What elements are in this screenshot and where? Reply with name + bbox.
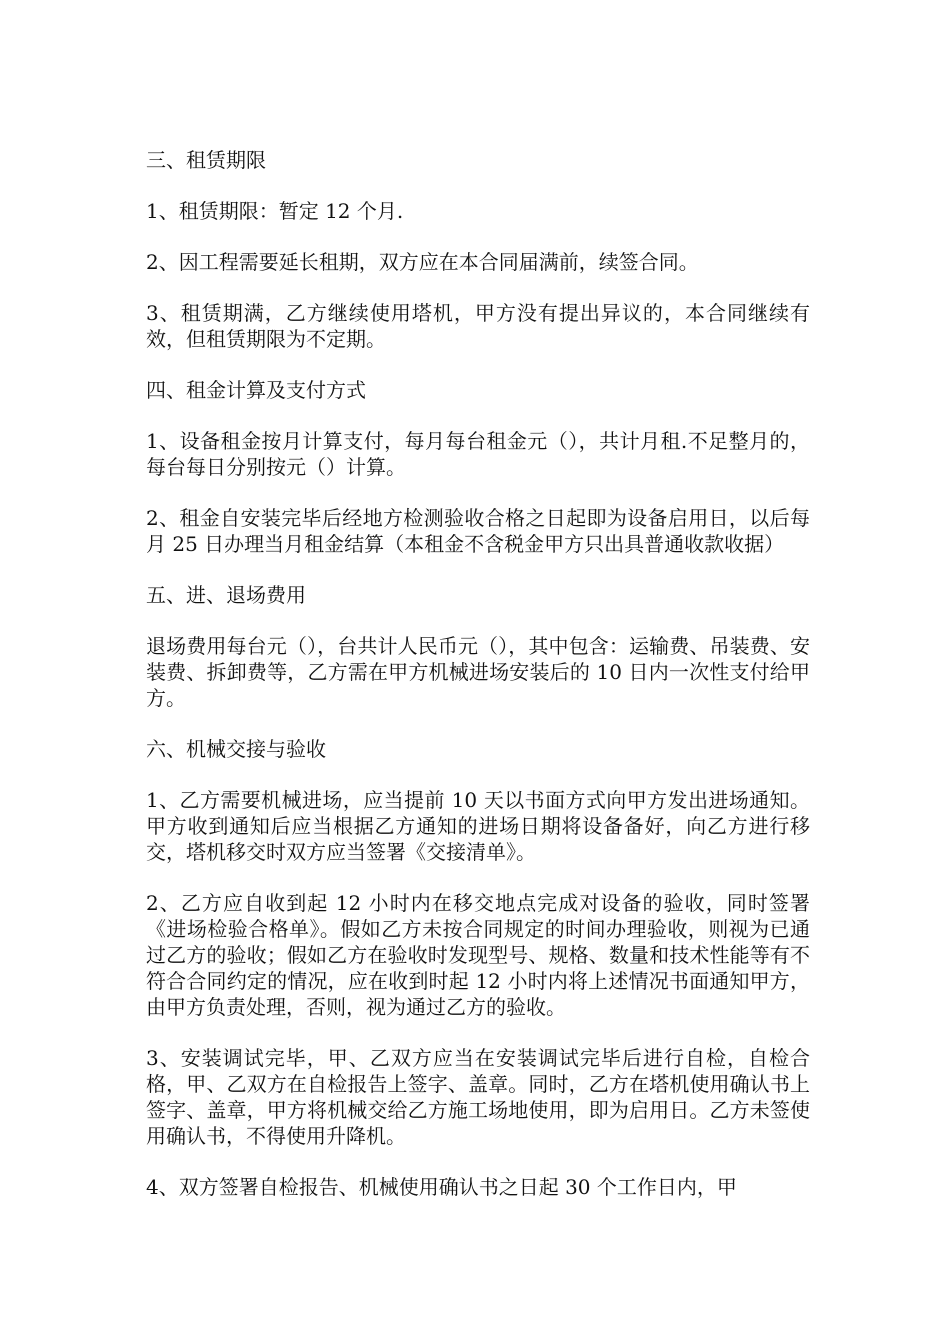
paragraph-rent-payment-2: 2、租金自安装完毕后经地方检测验收合格之日起即为设备启用日，以后每月 25 日办理当月租金结算（本租金不含税金甲方只出具普通收款收据） — [146, 506, 810, 556]
paragraph-entry-exit-fees: 退场费用每台元（），台共计人民币元（），其中包含：运输费、吊装费、安装费、拆卸费等，乙方需在甲方机械进场安装后的 10 日内一次性支付给甲方。 — [146, 634, 810, 710]
paragraph-lease-term-3: 3、租赁期满，乙方继续使用塔机，甲方没有提出异议的，本合同继续有效，但租赁期限为不定期。 — [146, 301, 810, 351]
paragraph-lease-term-1: 1、租赁期限：暂定 12 个月. — [146, 199, 404, 223]
paragraph-rent-payment-1: 1、设备租金按月计算支付，每月每台租金元（），共计月租.不足整月的，每台每日分别按元（）计算。 — [146, 429, 810, 479]
paragraph-handover-1: 1、乙方需要机械进场，应当提前 10 天以书面方式向甲方发出进场通知。甲方收到通知后应当根据乙方通知的进场日期将设备备好，向乙方进行移交，塔机移交时双方应当签署《交接清单》。 — [146, 788, 810, 864]
section-heading-handover-acceptance: 六、机械交接与验收 — [146, 737, 326, 761]
paragraph-lease-term-2: 2、因工程需要延长租期，双方应在本合同届满前，续签合同。 — [146, 250, 699, 274]
paragraph-handover-2: 2、乙方应自收到起 12 小时内在移交地点完成对设备的验收，同时签署《进场检验合格单》。假如乙方未按合同规定的时间办理验收，则视为已通过乙方的验收；假如乙方在验收时发现型号、规格、数量和技术性能等有不符合合同约定的情况，应在收到时起 12 小时内将上述情况书面通知甲方，由甲方负责处理，否则，视为通过乙方的验收。 — [146, 891, 810, 1019]
paragraph-handover-4: 4、双方签署自检报告、机械使用确认书之日起 30 个工作日内，甲 — [146, 1175, 737, 1199]
section-heading-lease-term: 三、租赁期限 — [146, 148, 266, 172]
section-heading-rent-payment: 四、租金计算及支付方式 — [146, 378, 366, 402]
paragraph-handover-3: 3、安装调试完毕，甲、乙双方应当在安装调试完毕后进行自检，自检合格，甲、乙双方在自检报告上签字、盖章。同时，乙方在塔机使用确认书上签字、盖章，甲方将机械交给乙方施工场地使用，即为启用日。乙方未签使用确认书，不得使用升降机。 — [146, 1046, 810, 1148]
document-body — [146, 147, 810, 1225]
section-heading-entry-exit-fees: 五、进、退场费用 — [146, 583, 306, 607]
